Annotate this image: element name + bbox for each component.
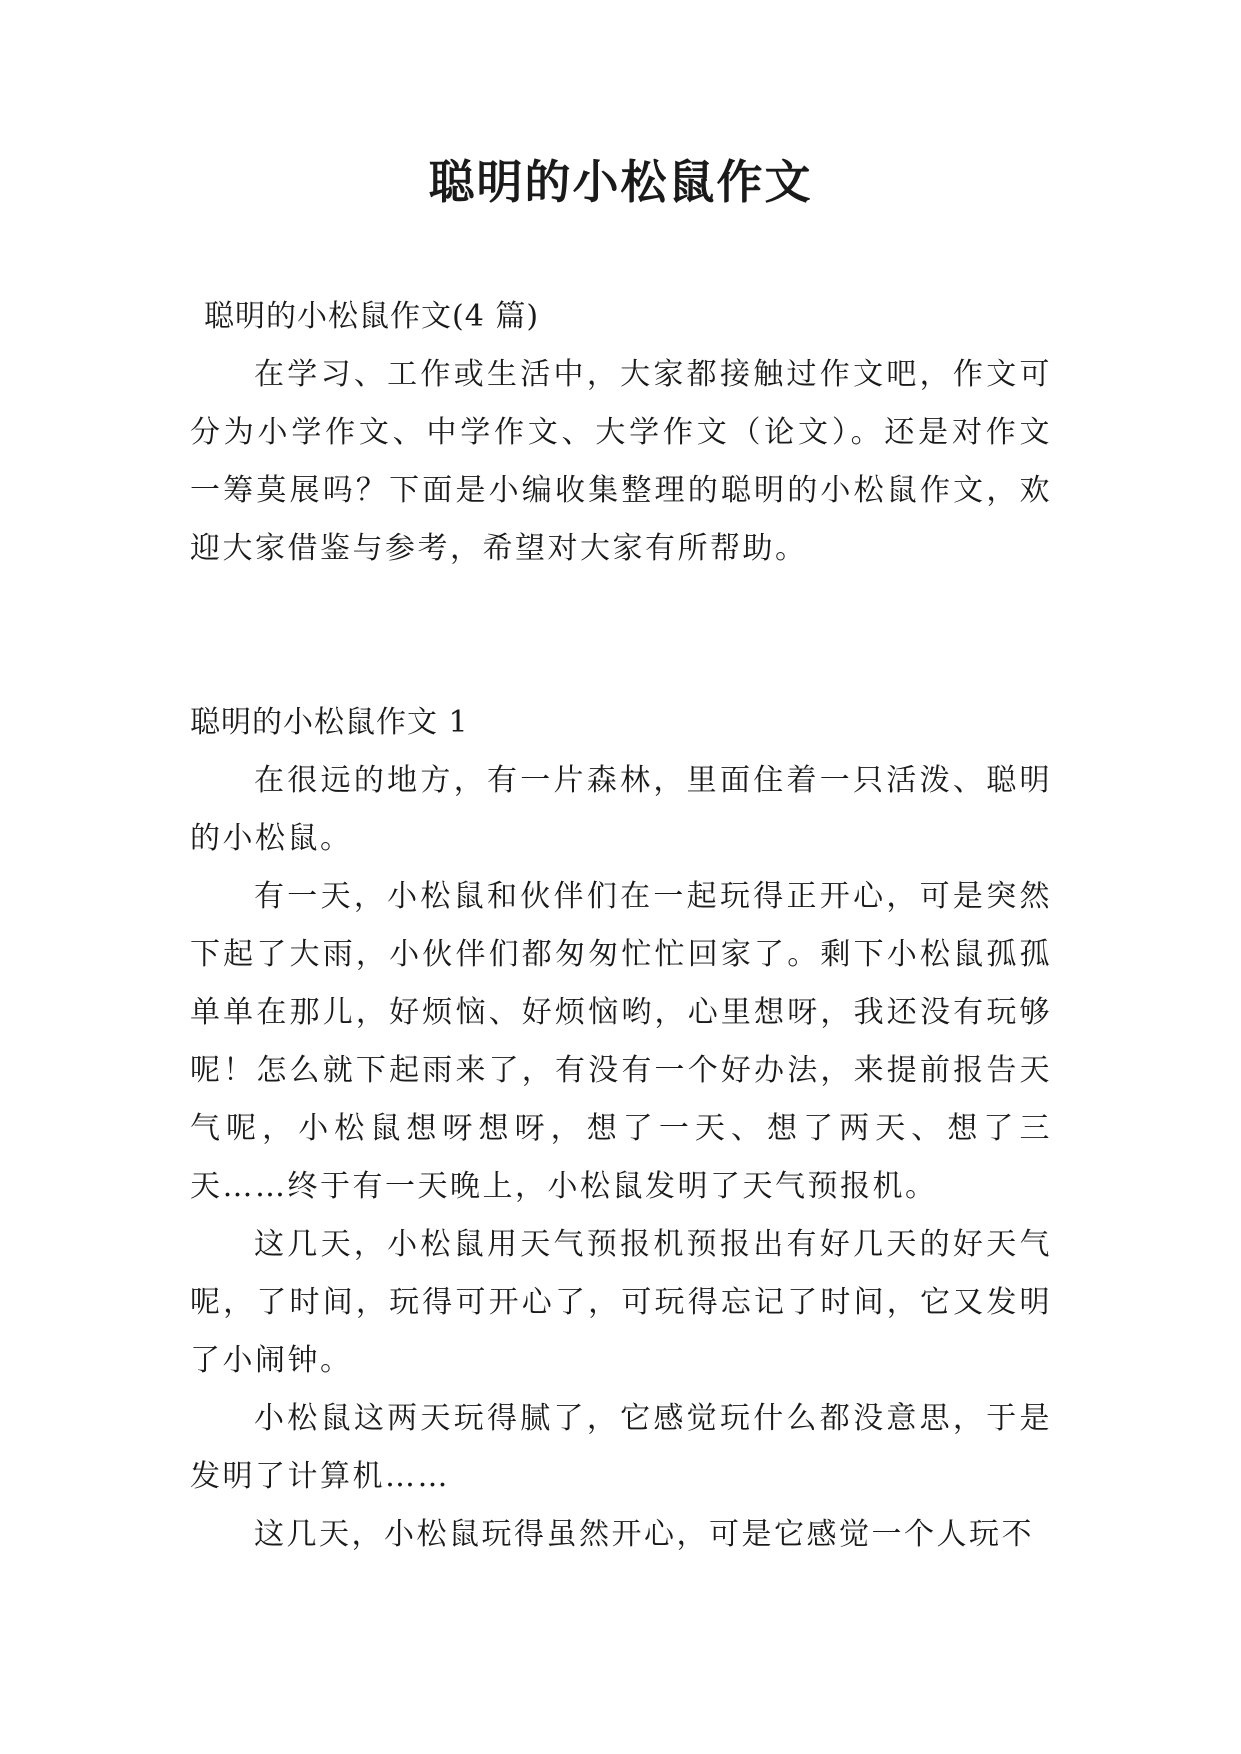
essay-heading: 聪明的小松鼠作文 1	[190, 705, 469, 740]
essay-paragraph: 在很远的地方，有一片森林，里面住着一只活泼、聪明的小松鼠。	[190, 763, 1052, 856]
document-subtitle: 聪明的小松鼠作文(4 篇)	[204, 299, 540, 334]
intro-paragraph: 在学习、工作或生活中，大家都接触过作文吧，作文可分为小学作文、中学作文、大学作文（论文）。还是对作文一筹莫展吗？下面是小编收集整理的聪明的小松鼠作文，欢迎大家借鉴与参考，希望对大家有所帮助。	[190, 357, 1052, 566]
document-title: 聪明的小松鼠作文	[428, 155, 813, 209]
essay-paragraph: 有一天，小松鼠和伙伴们在一起玩得正开心，可是突然下起了大雨，小伙伴们都匆匆忙忙回家了。剩下小松鼠孤孤单单在那儿，好烦恼、好烦恼哟，心里想呀，我还没有玩够呢！怎么就下起雨来了，有没有一个好办法，来提前报告天气呢，小松鼠想呀想呀，想了一天、想了两天、想了三天……终于有一天晚上，小松鼠发明了天气预报机。	[190, 879, 1052, 1204]
essay-paragraph: 这几天，小松鼠用天气预报机预报出有好几天的好天气呢，了时间，玩得可开心了，可玩得忘记了时间，它又发明了小闹钟。	[190, 1227, 1052, 1378]
essay-section	[190, 694, 1052, 1564]
essay-paragraph: 小松鼠这两天玩得腻了，它感觉玩什么都没意思，于是发明了计算机……	[190, 1401, 1052, 1494]
essay-paragraph: 这几天，小松鼠玩得虽然开心，可是它感觉一个人玩不	[254, 1517, 1034, 1552]
intro-section	[190, 346, 1052, 578]
